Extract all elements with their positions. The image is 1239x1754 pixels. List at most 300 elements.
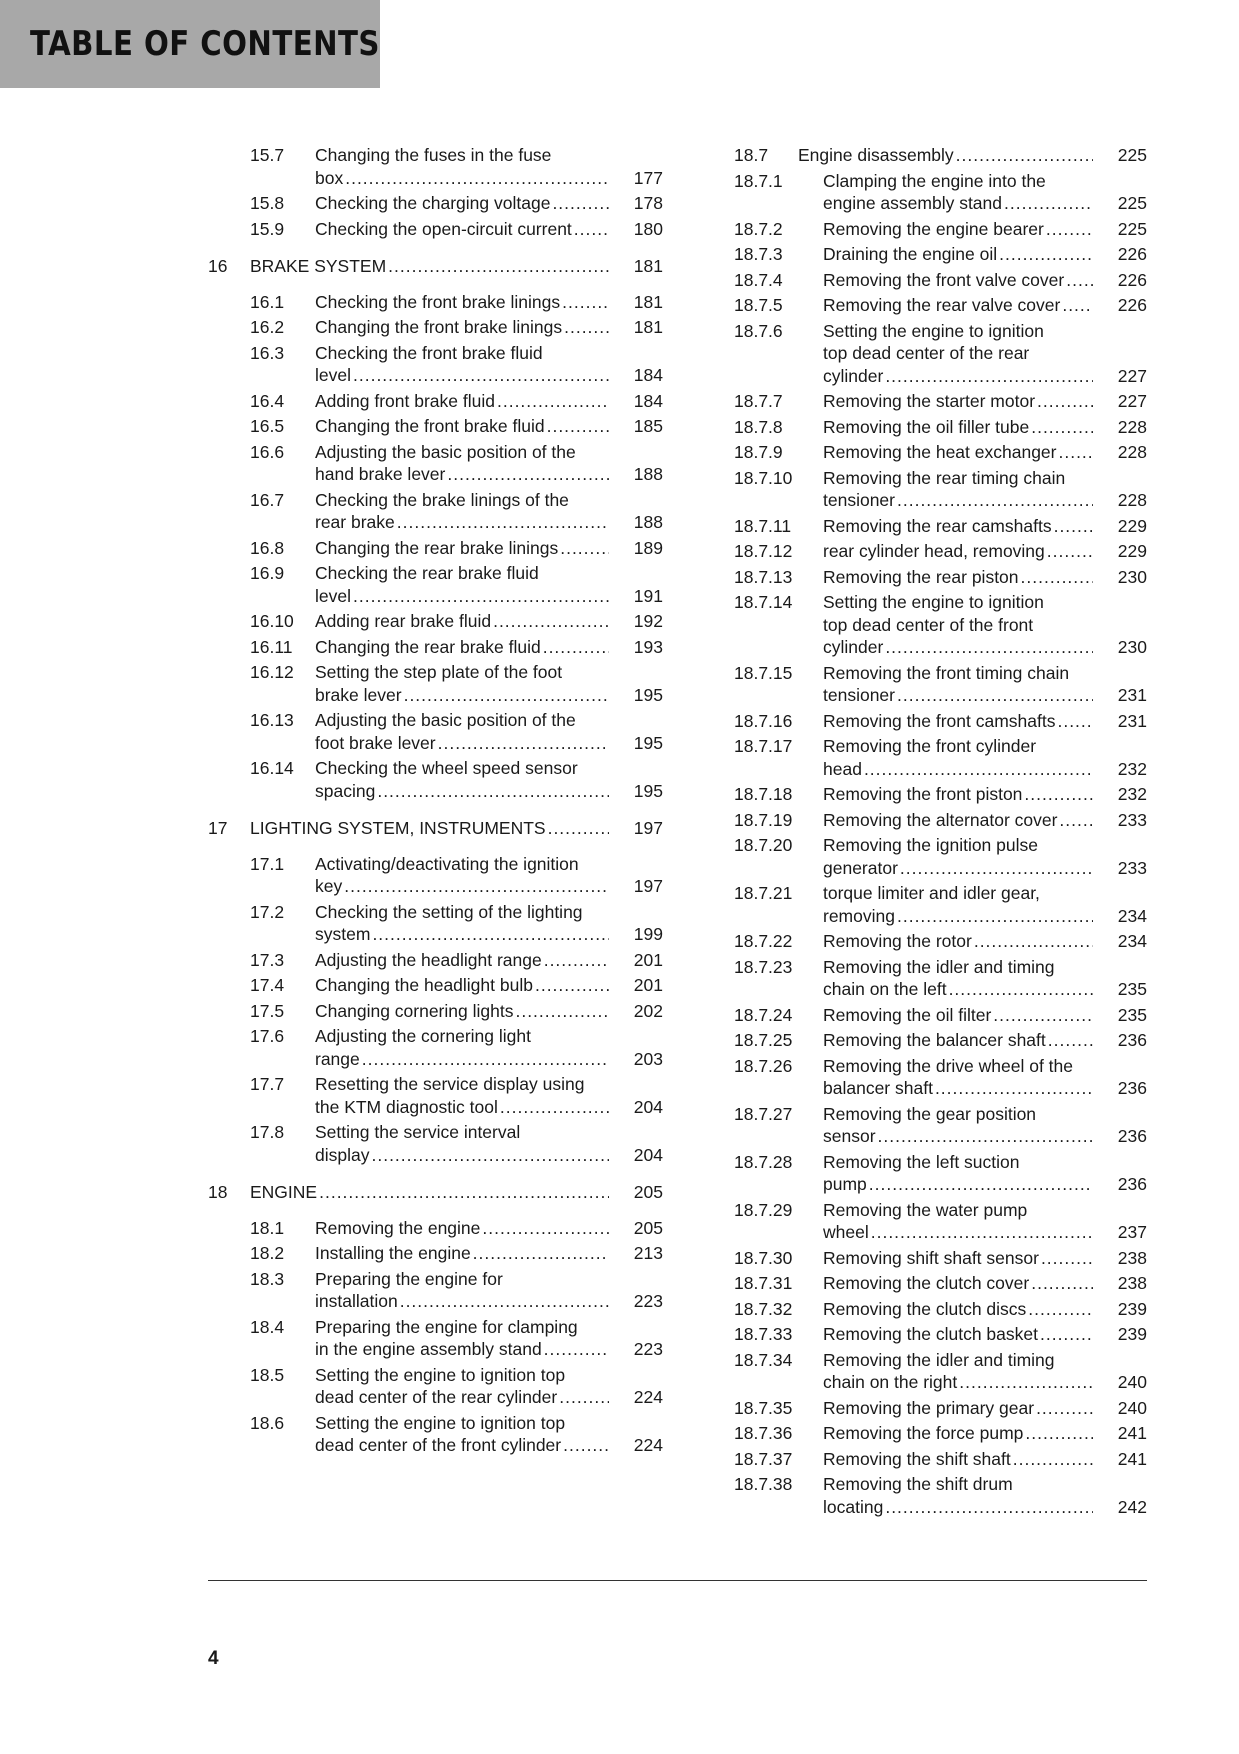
toc-entry-number: 17 [208,818,228,838]
toc-entry[interactable] [734,834,1147,879]
toc-entry-title: Clamping the engine into the [823,170,1046,191]
toc-page-number: 205 [633,1182,663,1202]
toc-entry-number: 18.7.38 [734,1474,793,1494]
dot-leader [878,1125,1093,1148]
header-tab [0,0,380,88]
dot-leader [1062,294,1093,317]
dot-leader [500,1096,609,1119]
toc-entry[interactable] [734,390,1147,413]
toc-entry-number: 18.7.16 [734,710,793,731]
toc-entry[interactable] [734,1473,1147,1518]
toc-entry-title: Preparing the engine for [315,1268,503,1289]
toc-entry[interactable] [734,170,1147,215]
toc-entry-title: Removing the alternator cover [823,809,1058,830]
toc-entry-title: Removing the rear timing chain [823,467,1066,488]
dot-leader [885,1496,1093,1519]
toc-entry[interactable] [734,662,1147,707]
toc-entry-title: Removing the idler and timing [823,956,1055,977]
toc-entry-number: 16.8 [250,537,285,558]
toc-right-column [734,144,1147,1518]
toc-entry-number: 16.13 [250,710,294,730]
toc-entry-number: 16.1 [250,291,285,312]
dot-leader [548,817,609,840]
toc-page-number: 230 [1117,566,1147,587]
toc-entry-number: 18.7.31 [734,1273,793,1293]
toc-entry[interactable] [734,1103,1147,1148]
toc-entry-title: head [823,758,862,779]
toc-page-number: 203 [633,1048,663,1069]
dot-leader [1024,783,1093,806]
toc-entry-number: 17.8 [250,1122,285,1142]
toc-page-number: 197 [633,818,663,838]
toc-entry-title: Checking the rear brake fluid [315,563,539,583]
toc-entry[interactable] [208,441,663,486]
toc-page-number: 237 [1117,1222,1147,1242]
toc-entry-title: Removing the balancer shaft [823,1030,1046,1050]
toc-entry[interactable] [734,540,1147,563]
toc-entry-title: locating [823,1496,884,1517]
dot-leader [515,1000,609,1023]
toc-entry[interactable] [208,415,663,438]
toc-page-number: 205 [633,1217,663,1238]
dot-leader [1047,540,1093,563]
toc-page-number: 228 [1117,416,1147,437]
toc-page-number: 225 [1117,218,1147,239]
toc-entry-title: Checking the wheel speed sensor [315,758,578,778]
toc-entry-number: 16.11 [250,636,293,657]
toc-entry[interactable] [208,610,663,633]
toc-entry[interactable] [208,757,663,802]
toc-entry[interactable] [734,1422,1147,1445]
toc-entry[interactable] [208,974,663,997]
toc-entry-title: Removing shift shaft sensor [823,1247,1039,1268]
toc-entry-title: cylinder [823,365,884,386]
toc-page-number: 236 [1117,1174,1147,1194]
toc-page-number: 195 [633,732,663,753]
toc-page-number: 189 [633,537,663,558]
toc-entry[interactable] [734,218,1147,241]
toc-entry-title: Adding rear brake fluid [315,611,492,631]
dot-leader [1057,710,1093,733]
toc-entry[interactable] [734,1448,1147,1471]
toc-page-number: 239 [1117,1298,1147,1319]
dot-leader [563,1434,609,1457]
dot-leader [864,758,1093,781]
toc-entry[interactable] [734,566,1147,589]
toc-entry[interactable] [208,342,663,387]
toc-entry[interactable] [734,144,1147,167]
toc-entry[interactable] [208,489,663,534]
dot-leader [1040,1323,1093,1346]
dot-leader [353,364,609,387]
toc-entry[interactable] [734,441,1147,464]
toc-entry-title: Removing the rear camshafts [823,515,1052,536]
toc-entry-number: 16.14 [250,758,294,778]
toc-entry-title: range [315,1048,360,1069]
toc-entry-number: 18.7.3 [734,244,783,264]
toc-entry[interactable] [734,269,1147,292]
dot-leader [1059,809,1093,832]
toc-entry-number: 16.2 [250,317,285,337]
toc-entry-number: 17.3 [250,949,285,970]
toc-entry-title: torque limiter and idler gear, [823,883,1040,903]
toc-entry-title: Setting the engine to ignition top [315,1412,566,1433]
dot-leader [974,930,1093,953]
toc-entry-title: tensioner [823,685,895,705]
toc-entry-title: Changing the front brake linings [315,317,563,337]
dot-leader [897,489,1093,512]
toc-entry-number: 18.7.32 [734,1298,793,1319]
dot-leader [345,167,609,190]
toc-entry-number: 18.6 [250,1412,285,1433]
toc-entry-title: LIGHTING SYSTEM, INSTRUMENTS [250,818,546,838]
toc-page-number: 181 [633,291,663,312]
toc-entry[interactable] [208,949,663,972]
toc-entry[interactable] [734,882,1147,927]
toc-page-number: 199 [633,924,663,944]
toc-entry-title: Activating/deactivating the ignition [315,853,579,874]
toc-entry-title: installation [315,1291,398,1311]
toc-entry-title: Setting the engine to ignition top [315,1364,566,1385]
dot-leader [362,1048,609,1071]
toc-entry-number: 18.7.22 [734,931,793,951]
toc-entry-title: Checking the brake linings of the [315,489,569,510]
toc-entry-title: Removing the engine [315,1217,481,1238]
toc-entry-title: Removing the rear valve cover [823,295,1061,315]
toc-entry[interactable] [734,1298,1147,1321]
toc-entry-number: 18.7.6 [734,320,783,341]
toc-entry-title: Adjusting the basic position of the [315,441,576,462]
dot-leader [1036,1397,1093,1420]
toc-entry-number: 18.7.34 [734,1349,793,1370]
dot-leader [885,636,1093,659]
toc-entry-title: top dead center of the rear [823,343,1030,363]
dot-leader [388,255,609,278]
toc-page-number: 242 [1117,1496,1147,1517]
toc-entry-number: 17.1 [250,853,285,874]
dot-leader [562,291,609,314]
toc-left-column [208,144,663,1457]
toc-entry-number: 16 [208,256,228,276]
toc-entry-title: Adjusting the headlight range [315,949,542,970]
toc-page-number: 236 [1117,1078,1147,1098]
dot-leader [956,144,1093,167]
dot-leader [949,978,1093,1001]
toc-entry-number: 18.7.2 [734,218,783,239]
toc-entry-number: 18.3 [250,1268,285,1289]
dot-leader [482,1217,609,1240]
dot-leader [535,974,609,997]
toc-entry-number: 18.7.14 [734,592,793,612]
toc-entry[interactable] [734,1349,1147,1394]
toc-entry-title: Removing the front valve cover [823,269,1065,290]
toc-entry-number: 15.9 [250,218,285,239]
toc-entry-title: Engine disassembly [798,145,954,165]
toc-entry[interactable] [734,1323,1147,1346]
toc-entry[interactable] [734,1272,1147,1295]
toc-page-number: 241 [1117,1448,1147,1469]
toc-entry[interactable] [208,1242,663,1265]
toc-entry-number: 18.7.10 [734,467,793,488]
dot-leader [447,463,609,486]
toc-entry-title: Adding front brake fluid [315,390,495,411]
toc-page-number: 227 [1117,365,1147,386]
toc-page-number: 232 [1117,784,1147,804]
toc-entry-title: Removing the heat exchanger [823,442,1057,462]
toc-entry[interactable] [208,853,663,898]
toc-entry[interactable] [734,930,1147,953]
dot-leader [1041,1247,1093,1270]
toc-page-number: 204 [633,1096,663,1117]
toc-page-number: 177 [633,167,663,188]
toc-entry-number: 16.6 [250,441,285,462]
toc-entry-title: Changing the front brake fluid [315,416,545,436]
toc-entry-title: cylinder [823,637,884,657]
dot-leader [1021,566,1093,589]
toc-entry[interactable] [208,709,663,754]
toc-entry-number: 18.7.37 [734,1448,793,1469]
toc-entry-number: 18.7.23 [734,956,793,977]
toc-entry-title: Removing the front piston [823,784,1023,804]
toc-entry[interactable] [208,390,663,413]
toc-entry-title: the KTM diagnostic tool [315,1096,498,1117]
toc-entry-number: 18.7.7 [734,391,783,411]
toc-entry-title: tensioner [823,490,895,510]
toc-entry[interactable] [208,1268,663,1313]
toc-entry-number: 18.7.28 [734,1151,793,1172]
toc-entry[interactable] [208,1217,663,1240]
toc-entry-number: 18.7.12 [734,541,793,561]
dot-leader [353,585,609,608]
toc-entry-number: 16.9 [250,563,285,583]
toc-entry-title: sensor [823,1126,876,1146]
toc-entry-title: Removing the clutch basket [823,1324,1038,1344]
toc-page-number: 213 [633,1243,663,1263]
dot-leader [1013,1448,1093,1471]
toc-entry[interactable] [734,416,1147,439]
toc-page-number: 202 [633,1000,663,1021]
toc-entry[interactable] [734,243,1147,266]
toc-page-number: 223 [633,1291,663,1311]
dot-leader [564,316,609,339]
toc-page-number: 225 [1117,193,1147,213]
toc-entry[interactable] [734,515,1147,538]
dot-leader [560,537,609,560]
dot-leader [547,415,609,438]
toc-entry[interactable] [734,1199,1147,1244]
dot-leader [372,923,609,946]
toc-page-number: 204 [633,1144,663,1165]
toc-entry[interactable] [208,1364,663,1409]
toc-entry[interactable] [208,901,663,946]
toc-entry[interactable] [734,320,1147,388]
toc-entry-title: Preparing the engine for clamping [315,1316,578,1337]
dot-leader [552,192,609,215]
toc-entry[interactable] [734,735,1147,780]
toc-entry-title: Draining the engine oil [823,244,998,264]
toc-entry-title: Removing the rotor [823,931,972,951]
toc-entry[interactable] [734,956,1147,1001]
toc-entry-number: 18.7.27 [734,1103,793,1124]
toc-entry-number: 18.7.35 [734,1397,793,1418]
toc-entry-title: Removing the gear position [823,1103,1037,1124]
toc-chapter-entry[interactable] [208,817,663,840]
toc-entry-title: BRAKE SYSTEM [250,256,387,276]
toc-entry-number: 15.7 [250,145,285,165]
toc-page-number: 238 [1117,1247,1147,1268]
toc-entry[interactable] [208,144,663,189]
toc-page-number: 235 [1117,979,1147,999]
toc-entry-title: wheel [823,1222,869,1242]
toc-page-number: 233 [1117,857,1147,878]
dot-leader [1048,1029,1093,1052]
toc-entry-title: Changing cornering lights [315,1000,514,1021]
toc-entry-title: Removing the force pump [823,1423,1024,1443]
toc-entry[interactable] [208,1412,663,1457]
toc-entry[interactable] [208,192,663,215]
toc-entry[interactable] [734,467,1147,512]
toc-entry-title: dead center of the front cylinder [315,1435,562,1455]
dot-leader [438,732,609,755]
toc-entry-number: 18.7.1 [734,170,783,191]
toc-entry-title: Removing the drive wheel of the [823,1055,1073,1076]
toc-entry-title: chain on the right [823,1372,958,1392]
footer-divider [208,1580,1147,1581]
toc-page-number: 181 [633,317,663,337]
toc-entry[interactable] [208,1073,663,1118]
toc-entry-title: Adjusting the basic position of the [315,710,576,730]
toc-entry-title: brake lever [315,684,402,705]
toc-entry[interactable] [734,1004,1147,1027]
toc-entry[interactable] [208,1000,663,1023]
toc-entry[interactable] [208,1025,663,1070]
dot-leader [404,684,609,707]
dot-leader [493,610,609,633]
toc-entry-title: Installing the engine [315,1243,471,1263]
toc-entry[interactable] [734,710,1147,733]
toc-entry-title: Setting the service interval [315,1122,521,1142]
toc-page-number: 223 [633,1339,663,1359]
toc-entry-title: key [315,876,343,896]
toc-entry-title: display [315,1144,370,1165]
toc-entry-number: 18.1 [250,1217,285,1238]
dot-leader [959,1371,1093,1394]
page-title: TABLE OF CONTENTS [30,24,380,64]
toc-entry[interactable] [734,1247,1147,1270]
toc-entry[interactable] [734,1397,1147,1420]
toc-entry-number: 18.7.26 [734,1055,793,1076]
toc-entry[interactable] [208,1121,663,1166]
toc-entry[interactable] [734,783,1147,806]
toc-entry[interactable] [208,1316,663,1361]
toc-entry-title: Removing the front cylinder [823,736,1037,756]
toc-entry[interactable] [208,316,663,339]
toc-page-number: 231 [1117,710,1147,731]
toc-page-number: 178 [633,193,663,213]
toc-entry-title: Checking the front brake fluid [315,342,543,363]
toc-entry[interactable] [208,636,663,659]
toc-chapter-entry[interactable] [208,1181,663,1204]
toc-entry-title: top dead center of the front [823,614,1034,635]
dot-leader [1031,1272,1093,1295]
toc-chapter-entry[interactable] [208,255,663,278]
toc-entry-title: rear cylinder head, removing [823,541,1045,561]
dot-leader [1066,269,1093,292]
toc-entry[interactable] [208,661,663,706]
toc-entry-title: Setting the engine to ignition [823,592,1044,612]
dot-leader [543,636,609,659]
toc-page-number: 230 [1117,637,1147,657]
toc-entry[interactable] [734,1055,1147,1100]
toc-entry-title: dead center of the rear cylinder [315,1387,558,1407]
toc-entry-number: 16.3 [250,342,285,363]
toc-entry-title: generator [823,857,898,878]
toc-entry-number: 17.2 [250,901,285,922]
toc-entry[interactable] [208,218,663,241]
dot-leader [544,1338,609,1361]
toc-page-number: 184 [633,390,663,411]
toc-entry[interactable] [734,809,1147,832]
toc-entry-title: Removing the front timing chain [823,662,1070,683]
dot-leader [1031,416,1093,439]
toc-page-number: 234 [1117,931,1147,951]
toc-entry[interactable] [734,591,1147,659]
toc-entry-number: 18.7.13 [734,566,793,587]
toc-entry-number: 17.5 [250,1000,285,1021]
toc-entry-title: spacing [315,780,376,801]
toc-entry[interactable] [208,537,663,560]
toc-entry-title: Checking the front brake linings [315,291,561,312]
toc-page-number: 181 [633,256,663,276]
dot-leader [1004,192,1093,215]
page-number: 4 [208,1648,219,1669]
toc-page-number: 238 [1117,1273,1147,1293]
toc-entry-number: 18.7.24 [734,1004,793,1025]
toc-entry-title: Removing the oil filler tube [823,416,1030,437]
toc-entry-number: 18.7.29 [734,1199,793,1220]
dot-leader [319,1181,609,1204]
toc-page-number: 227 [1117,391,1147,411]
toc-entry-number: 18.7.4 [734,269,783,290]
toc-entry-title: Removing the idler and timing [823,1349,1055,1370]
toc-entry-number: 18.7.9 [734,442,783,462]
toc-page-number: 229 [1117,541,1147,561]
toc-entry-title: in the engine assembly stand [315,1339,542,1359]
toc-entry-number: 18.7.36 [734,1423,793,1443]
toc-page-number: 232 [1117,758,1147,779]
toc-entry-number: 18.7.11 [734,515,792,536]
toc-entry[interactable] [208,562,663,607]
dot-leader [344,875,609,898]
toc-entry-number: 18.7.5 [734,295,783,315]
toc-entry[interactable] [734,1029,1147,1052]
toc-entry-number: 18.7.19 [734,809,793,830]
toc-page-number: 226 [1117,295,1147,315]
toc-page-number: 180 [633,218,663,239]
toc-page-number: 226 [1117,269,1147,290]
toc-page-number: 192 [633,611,663,631]
toc-entry[interactable] [734,294,1147,317]
toc-entry-title: Removing the rear piston [823,566,1019,587]
toc-page-number: 229 [1117,515,1147,536]
toc-page-number: 234 [1117,905,1147,926]
toc-page-number: 197 [633,876,663,896]
toc-entry[interactable] [734,1151,1147,1196]
toc-entry[interactable] [208,291,663,314]
toc-entry-title: Removing the front camshafts [823,710,1056,731]
toc-entry-number: 16.5 [250,416,285,436]
toc-entry-number: 17.6 [250,1026,285,1046]
